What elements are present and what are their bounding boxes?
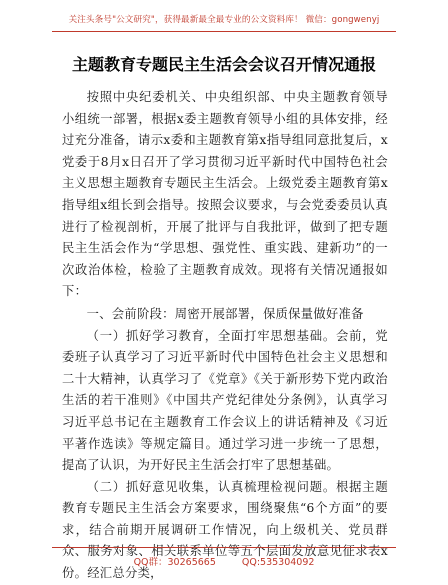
footer-qq: QQ:535304092	[241, 557, 315, 568]
footer-divider	[52, 547, 396, 548]
document-title: 主题教育专题民主生活会会议召开情况通报	[71, 55, 376, 74]
body-paragraph: （一）抓好学习教育，全面打牢思想基础。会前，党委班子认真学习了习近平新时代中国特色社会主义思想和二十大精神，认真学习了《党章》《关于新形势下党内政治生活的若干准则》《中国共产党纪律处分条例》，认真学习习近平总书记在主题教育工作会议上的讲话精神及《习近平著作选读》等规定篇目。通过学习进一步统一了思想，提高了认识，为开好民主生活会打牢了思想基础。	[62, 328, 388, 473]
document-body	[62, 87, 388, 585]
section-heading: 一、会前阶段：周密开展部署，保质保量做好准备	[86, 306, 364, 321]
header-divider	[52, 31, 396, 32]
footer-contact	[0, 554, 448, 568]
intro-paragraph: 按照中央纪委机关、中央组织部、中央主题教育领导小组统一部署，根据x委主题教育领导小组的具体安排，经过充分准备，请示x委和主题教育第x指导组同意批复后，x党委于8月x日召开了学习贯彻习近平新时代中国特色社会主义思想主题教育专题民主生活会。上级党委主题教育第x指导组x组长到会指导。按照会议要求，与会党委委员认真进行了检视剖析，开展了批评与自我批评，做到了把专题民主生活会作为“学思想、强党性、重实践、建新功”的一次政治体检，检验了主题教育成效。现将有关情况通报如下：	[62, 90, 388, 299]
footer-qq-group: QQ群：30265665	[133, 557, 216, 568]
body-paragraph: （二）抓好意见收集，认真梳理检视问题。根据主题教育专题民主生活会方案要求，围绕聚焦“6个方面”的要求，结合前期开展调研工作情况，向上级机关、党员群众、服务对象、相关联系单位等五个层面发放意见征求表x份。经汇总分类，	[62, 479, 388, 581]
header-promo-note: 关注头条号"公文研究"，获得最新最全最专业的公文资料库！ 微信：gongwenyj	[68, 15, 380, 25]
